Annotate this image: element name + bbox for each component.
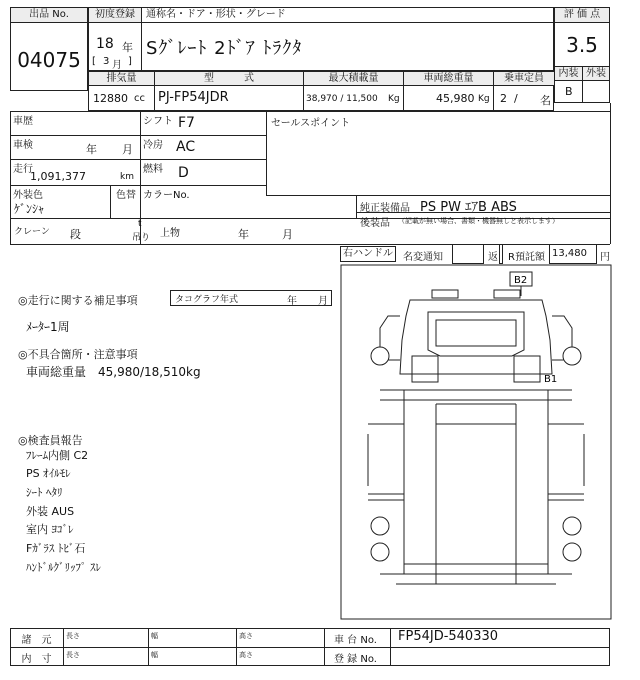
chassis-label: 車 台 No. — [334, 635, 377, 646]
gross-weight-label: 車両総重量 — [404, 72, 493, 85]
interior-grade: B — [565, 85, 573, 98]
recycle-label: R預託額 — [508, 252, 545, 263]
fuel-label: 燃料 — [143, 164, 163, 175]
gross-weight-unit: Kg — [478, 94, 490, 104]
history-label: 車歴 — [13, 116, 33, 127]
inspector-item: PS ｵｲﾙﾓﾚ — [26, 467, 71, 480]
height-label: 高さ — [239, 632, 253, 640]
tax-label: 返 — [488, 252, 498, 263]
crane-on-label: 上物 — [160, 228, 180, 239]
crane-year: 年 — [238, 228, 249, 241]
shift-value: F7 — [178, 115, 195, 131]
crane-t: t — [138, 219, 142, 229]
sales-point-label: セールスポイント — [271, 118, 351, 129]
inspector-item: Fｶﾞﾗｽ ﾄﾋﾞ石 — [26, 542, 86, 555]
gross-weight-value: 45,980 — [436, 92, 475, 105]
reg-year-unit: 年 — [122, 41, 133, 54]
max-load-value: 38,970 / 11,500 — [306, 94, 378, 104]
inspection-label: 車検 — [13, 140, 33, 151]
mileage-note-title: ◎走行に関する補足事項 — [18, 294, 138, 307]
reg-month-unit: 月 — [112, 60, 122, 71]
tachograph-month: 月 — [318, 296, 328, 307]
max-load-label: 最大積載量 — [304, 72, 403, 85]
inspection-month: 月 — [122, 143, 133, 156]
first-reg-label: 初度登録 — [89, 8, 141, 22]
type-value: PJ-FP54JDR — [158, 90, 229, 105]
inspector-item: 外装 AUS — [26, 505, 75, 518]
inspector-title: ◎検査員報告 — [18, 434, 83, 447]
length-label: 長さ — [66, 651, 80, 659]
width-label: 幅 — [151, 632, 158, 640]
ac-value: AC — [176, 139, 196, 155]
capacity-label: 乗車定員 — [494, 72, 554, 85]
displacement-value: 12880 — [93, 92, 128, 105]
modification-box — [452, 244, 484, 264]
exterior-color-label: 外装色 — [13, 190, 43, 201]
recycle-amount: 13,480 — [552, 248, 587, 259]
exterior-color-value: ｹﾞﾝｼｬ — [14, 202, 45, 216]
tachograph-year: 年 — [287, 296, 297, 307]
width-label: 幅 — [151, 651, 158, 659]
color-number-label: カラーNo. — [143, 190, 190, 201]
lot-label: 出品 No. — [11, 8, 87, 22]
score-label: 評 価 点 — [555, 8, 609, 22]
displacement-label: 排気量 — [89, 72, 154, 85]
mileage-label: 走行 — [13, 164, 33, 175]
dims-label: 諸 元 — [21, 635, 52, 646]
inspection-year: 年 — [86, 143, 97, 156]
inspector-item: ﾌﾚｰﾑ内側 C2 — [26, 449, 89, 462]
model-label: 通称名・ドア・形状・グレード — [146, 9, 286, 20]
equipment-label: 純正装備品 — [360, 203, 410, 214]
exterior-label: 外装 — [583, 67, 609, 80]
displacement-unit: cc — [134, 93, 145, 104]
capacity-unit: 名 — [540, 94, 551, 107]
score-value: 3.5 — [566, 33, 598, 57]
crane-lift: 吊り — [132, 233, 151, 243]
height-label: 高さ — [239, 651, 253, 659]
recycle-unit: 円 — [600, 252, 610, 263]
type-label: 型 式 — [155, 72, 303, 85]
defects-title: ◎不具合箇所・注意事項 — [18, 348, 138, 361]
inspector-item: ﾊﾝﾄﾞﾙｸﾞﾘｯﾌﾟ ｽﾚ — [26, 561, 101, 574]
chassis-number: FP54JD-540330 — [398, 629, 499, 644]
reg-month-close: ] — [128, 56, 132, 67]
aftermarket-label: 後装品 — [360, 218, 390, 229]
truck-damage-diagram — [340, 264, 612, 620]
fuel-value: D — [178, 165, 189, 181]
tachograph-label: タコグラフ年式 — [175, 295, 239, 305]
modification-label: 名変通知 — [403, 252, 443, 263]
crane-steps: 段 — [70, 228, 81, 241]
crane-label: クレーン — [14, 227, 50, 237]
reg-year: 18 — [96, 36, 114, 52]
capacity-value: 2 — [500, 92, 507, 105]
max-load-unit: Kg — [388, 94, 400, 104]
b2-marker: B2 — [514, 275, 528, 286]
model-name: Sｸﾞﾚｰﾄ 2ﾄﾞｱ ﾄﾗｸﾀ — [146, 38, 303, 59]
reg-month: 3 — [103, 56, 110, 67]
inspector-item: ｼｰﾄ ﾍﾀﾘ — [26, 486, 63, 499]
interior-label: 内装 — [555, 67, 582, 80]
lot-number: 04075 — [17, 48, 81, 72]
color-no-label: 色替 — [116, 190, 136, 201]
interior-dims-label: 内 寸 — [21, 654, 52, 665]
steering-badge: 右ハンドル — [340, 246, 396, 262]
shift-label: シフト — [143, 116, 173, 127]
mileage-unit: km — [120, 172, 134, 182]
ac-label: 冷房 — [143, 140, 163, 151]
registration-label: 登 録 No. — [334, 654, 377, 665]
aftermarket-note: （記載が無い場合、書類・機器無しと表示します） — [398, 217, 559, 225]
equipment-value: PS PW ｴｱB ABS — [420, 200, 517, 215]
capacity-slash: / — [514, 92, 518, 105]
mileage-value: 1,091,377 — [30, 170, 86, 183]
mileage-note: ﾒｰﾀｰ1周 — [26, 320, 70, 334]
reg-month-open: [ — [92, 56, 96, 67]
b1-marker: B1 — [544, 374, 558, 385]
defects-note: 車両総重量 45,980/18,510kg — [26, 365, 201, 379]
inspector-item: 室内 ﾖｺﾞﾚ — [26, 523, 74, 536]
tax-box — [499, 244, 503, 264]
crane-month: 月 — [282, 228, 293, 241]
length-label: 長さ — [66, 632, 80, 640]
